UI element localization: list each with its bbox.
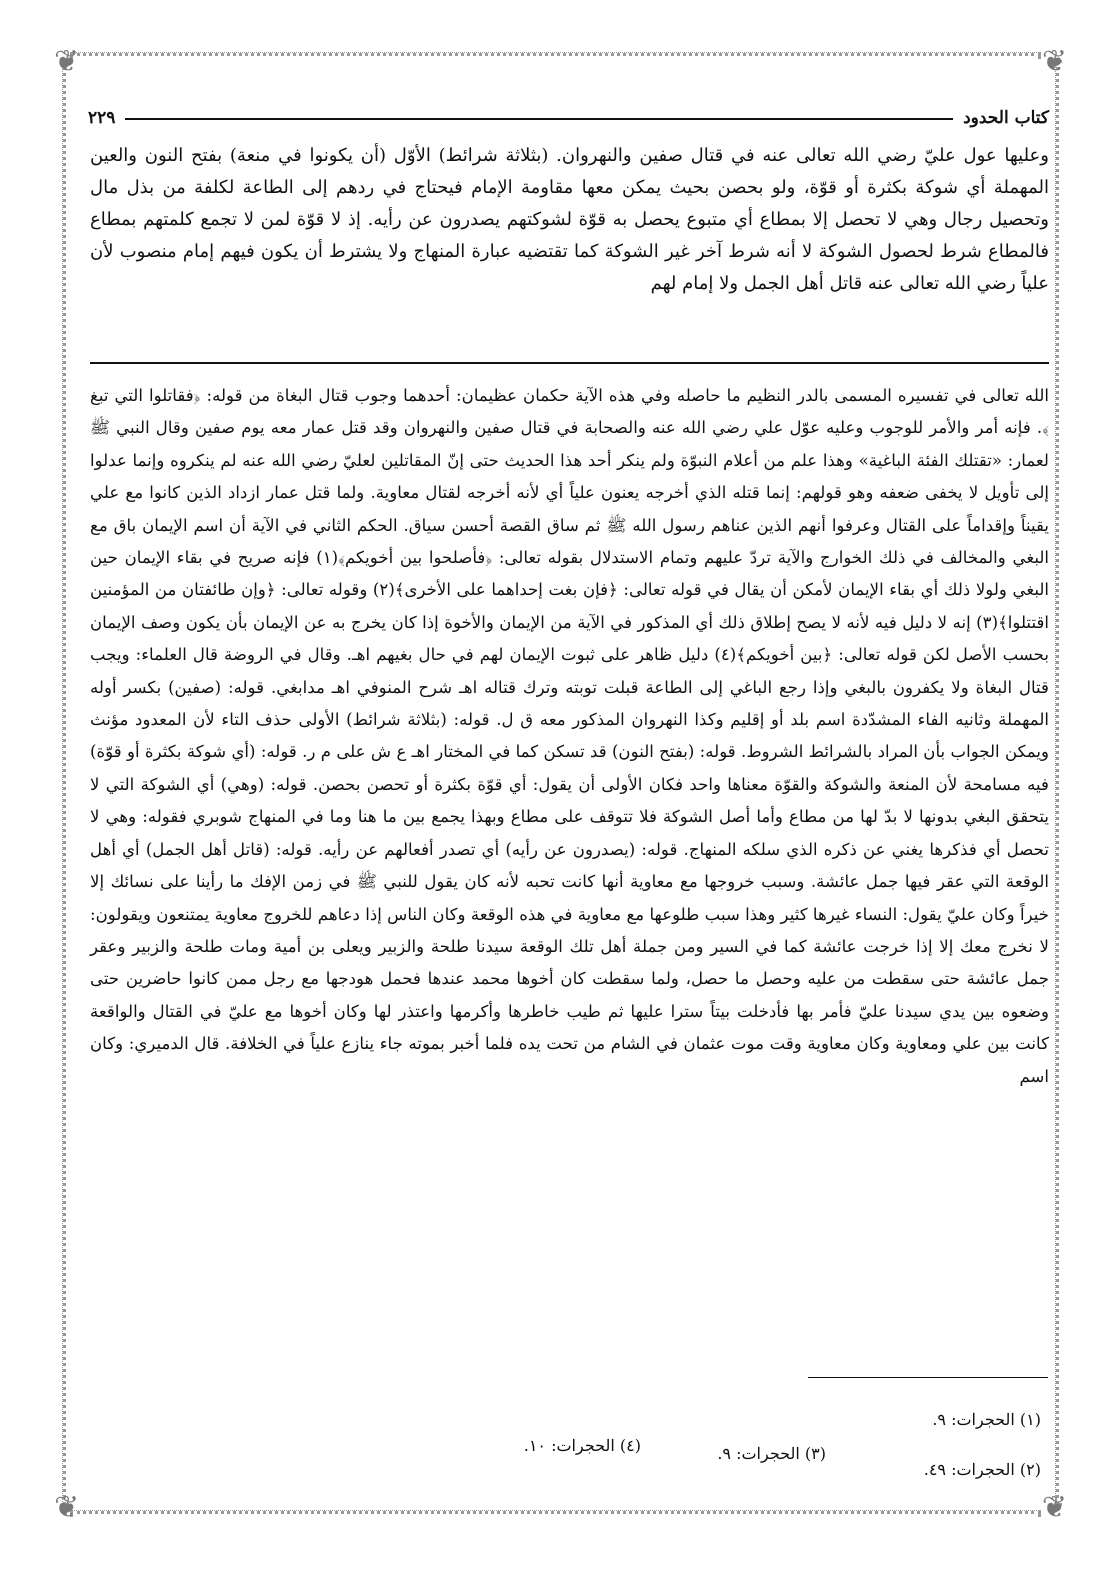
- footnote-marker: (٢): [1019, 1460, 1041, 1479]
- footnote-4: [524, 1436, 641, 1455]
- footnote-text: الحجرات: ١٠.: [523, 1436, 615, 1455]
- header-rule: [125, 118, 953, 120]
- ornament-top-right-icon: ❦: [1041, 44, 1067, 79]
- footnote-marker: (٤): [619, 1436, 641, 1455]
- footnote-3: [717, 1444, 826, 1463]
- page-number: ٢٢٩: [88, 108, 116, 128]
- footnote-text: الحجرات: ٩.: [932, 1410, 1015, 1429]
- footnote-text: الحجرات: ٤٩.: [923, 1460, 1015, 1479]
- section-separator: [90, 362, 1049, 364]
- footnote-2: [924, 1460, 1041, 1479]
- footnote-marker: (١): [1019, 1410, 1041, 1429]
- main-text: وعليها عول عليّ رضي الله تعالى عنه في قتال صفين والنهروان. (بثلاثة شرائط) الأوّل (أن يكونوا في منعة) بفتح النون والعين المهملة أي شوكة بكثرة أو قوّة، ولو بحصن بحيث يمكن معها مقاومة الإمام فيحتاج في ردهم إلى الطاعة لكلفة من بذل مال وتحصيل رجال وهي لا تحصل إلا بمطاع أي متبوع يحصل به قوّة لشوكتهم يصدرون عن رأيه. إذ لا قوّة لمن لا تجمع كلمتهم بمطاع فالمطاع شرط لحصول الشوكة لا أنه شرط آخر غير الشوكة كما تقتضيه عبارة المنهاج ولا يشترط أن يكون فيهم إمام منصوب لأن علياً رضي الله تعالى عنه قاتل أهل الجمل ولا إمام لهم: [90, 145, 1049, 294]
- commentary-text: الله تعالى في تفسيره المسمى بالدر النظيم ما حاصله وفي هذه الآية حكمان عظيمان: أحدهما وجوب قتال البغاة من قوله: ﴿فقاتلوا التي تبغ ﴾. فإنه أمر والأمر للوجوب وعليه عوّل علي رضي الله عنه والصحابة في قتال صفين والنهروان وقد قتل عمار معه يوم صفين وقال النبي ﷺ لعمار: «تقتلك الفئة الباغية» وهذا علم من أعلام النبوّة ولم ينكر أحد هذا الحديث حتى إنّ المقاتلين لعليّ رضي الله عنه لم ينكروه وإنما عدلوا إلى تأويل لا يخفى ضعفه وهو قولهم: إنما قتله الذي أخرجه يعنون علياً أي لأنه أخرجه لقتال معاوية. ولما قتل عمار ازداد الذين كانوا مع علي يقيناً وإقداماً على القتال وعرفوا أنهم الذين عناهم رسول الله ﷺ ثم ساق القصة أحسن سياق. الحكم الثاني في الآية أن اسم الإيمان باق مع البغي والمخالف في ذلك الخوارج والآية تردّ عليهم وتمام الاستدلال بقوله تعالى: ﴿فأصلحوا بين أخويكم﴾(١) فإنه صريح في بقاء الإيمان حين البغي ولولا ذلك أي بقاء الإيمان لأمكن أن يقال في قوله تعالى: ﴿فإن بغت إحداهما على الأخرى﴾(٢) وقوله تعالى: ﴿وإن طائفتان من المؤمنين اقتتلوا﴾(٣) إنه لا دليل فيه لأنه لا يصح إطلاق ذلك أي المذكور في الآية من الإيمان والأخوة إذا كان يخرج به عن الإيمان بأن يكون وصف الإيمان بحسب الأصل لكن قوله تعالى: ﴿بين أخويكم﴾(٤) دليل ظاهر على ثبوت الإيمان لهم في حال بغيهم اهـ. وقال في الروضة قال العلماء: ويجب قتال البغاة ولا يكفرون بالبغي وإذا رجع الباغي إلى الطاعة قبلت توبته وترك قتاله اهـ شرح المنوفي اهـ مدابغي. قوله: (صفين) بكسر أوله المهملة وثانيه الفاء المشدّدة اسم بلد أو إقليم وكذا النهروان المذكور معه ق ل. قوله: (بثلاثة شرائط) الأولى حذف التاء لأن المعدود مؤنث ويمكن الجواب بأن المراد بالشرائط الشروط. قوله: (بفتح النون) قد تسكن كما في المختار اهـ ع ش على م ر. قوله: (أي شوكة بكثرة أو قوّة) فيه مسامحة لأن المنعة والشوكة والقوّة معناها واحد فكان الأولى أن يقول: أي قوّة بكثرة أو تحصن بحصن. قوله: (وهي) أي الشوكة التي لا يتحقق البغي بدونها لا بدّ لها من مطاع وأما أصل الشوكة فلا تتوقف على مطاع وبهذا يجمع بين ما هنا وما في المنهاج شوبري فقوله: وهي لا تحصل أي فذكرها يغني عن ذكره الذي سلكه المنهاج. قوله: (يصدرون عن رأيه) أي تصدر أفعالهم عن رأيه. قوله: (قاتل أهل الجمل) أي أهل الوقعة التي عقر فيها جمل عائشة. وسبب خروجها مع معاوية أنها كانت تحبه لأنه كان يقول للنبي ﷺ في زمن الإفك ما رأينا على نسائك إلا خيراً وكان عليّ يقول: النساء غيرها كثير وهذا سبب طلوعها مع معاوية في هذه الوقعة وكان الناس إذا دعاهم للخروج معاوية يمتنعون ويقولون: لا نخرج معك إلا إذا خرجت عائشة كما في السير ومن جملة أهل تلك الوقعة سيدنا طلحة والزبير ويعلى بن أمية ومات طلحة والزبير وعقر جمل عائشة حتى سقطت من عليه وحصل ما حصل، ولما سقطت كان أخوها محمد عندها فحمل هودجها مع رجل ممن كانوا حاضرين حتى وضعوه بين يدي سيدنا عليّ فأمر بها فأدخلت بيتاً سترا عليها ثم طيب خاطرها وأكرمها واعتذر لها وكان أخوها مع عليّ في القتال والواقعة كانت بين علي ومعاوية وكان معاوية وقت موت عثمان في الشام من تحت يده فلما أخبر بموته جاء ينازع علياً في الخلافة. قال الدميري: وكان اسم: [90, 386, 1049, 1086]
- chapter-title: كتاب الحدود: [963, 108, 1049, 128]
- frame-top-line: [70, 52, 1041, 56]
- ornament-bottom-right-icon: ❦: [1041, 1490, 1067, 1525]
- footnote-1: [932, 1410, 1041, 1429]
- footnote-separator: [808, 1377, 1048, 1378]
- ornament-top-left-icon: ❦: [54, 44, 80, 79]
- frame-left-line: [62, 60, 66, 1506]
- footnote-marker: (٣): [804, 1444, 826, 1463]
- running-header: [88, 100, 1049, 128]
- frame-right-line: [1055, 60, 1059, 1506]
- ornament-bottom-left-icon: ❦: [54, 1490, 80, 1525]
- footnote-text: الحجرات: ٩.: [717, 1444, 800, 1463]
- frame-bottom-line: [70, 1510, 1041, 1514]
